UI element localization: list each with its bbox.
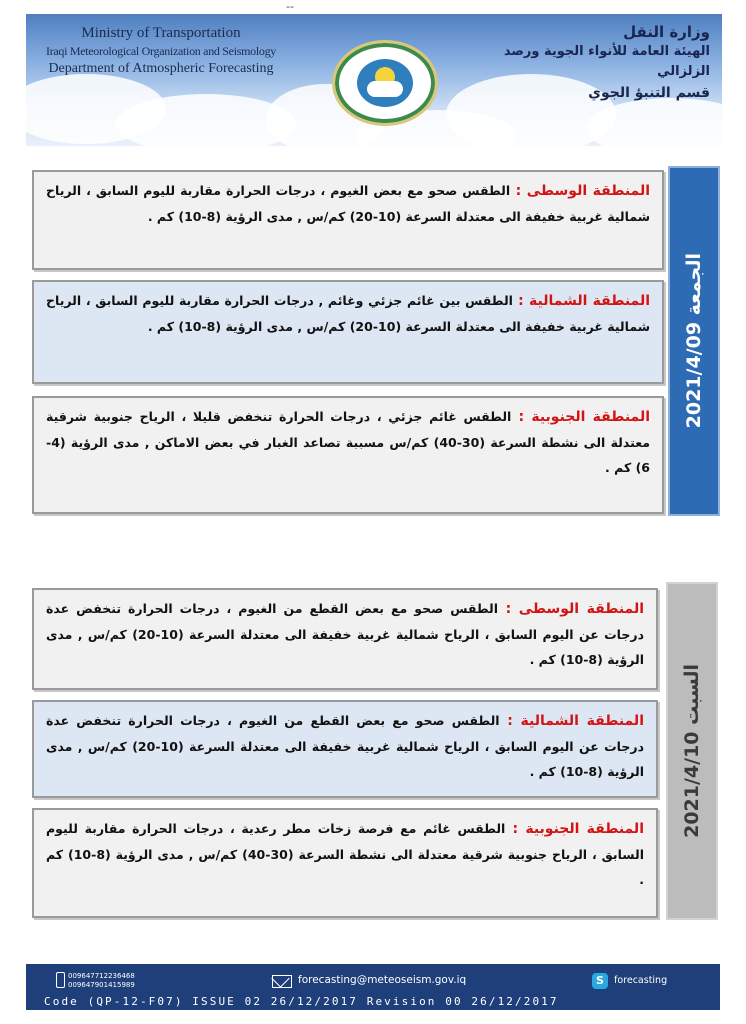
ministry-name-en: Ministry of Transportation <box>81 25 241 41</box>
region-forecast-text: الطقس صحو مع بعض القطع من الغيوم ، درجات الحرارة تنخفض عدة درجات عن اليوم السابق ، الرياح شمالية غربية خفيفة الى معتدلة السرعة (10-20) كم/س , مدى الرؤية (8-10) كم . <box>46 601 644 667</box>
date-label: السبت 2021/4/10 <box>681 664 703 838</box>
header-banner <box>26 14 722 146</box>
skype-icon: S <box>592 973 608 989</box>
logo-emblem <box>357 59 413 107</box>
footer-bar <box>26 964 720 1010</box>
region-forecast-text: الطقس صحو مع بعض الغيوم ، درجات الحرارة مقاربة لليوم السابق ، الرياح شمالية غربية خفيفة الى معتدلة السرعة (10-20) كم/س , مدى الرؤية (8-10) كم . <box>46 183 650 224</box>
region-central-day-2 <box>32 588 658 690</box>
region-name: المنطقة الشمالية : <box>499 713 644 729</box>
header-arabic <box>480 22 710 104</box>
region-central-day-1 <box>32 170 664 270</box>
region-forecast-text: الطقس بين غائم جزئي وغائم , درجات الحرارة مقاربة لليوم السابق ، الرياح شمالية غربية خفيفة الى معتدلة السرعة (10-20) كم/س , مدى الرؤية (8-10) كم . <box>46 293 650 334</box>
region-name: المنطقة الشمالية : <box>512 293 650 309</box>
document-code: Code (QP-12-F07) ISSUE 02 26/12/2017 Revision 00 26/12/2017 <box>44 995 559 1008</box>
date-label: الجمعة 2021/4/09 <box>683 253 705 429</box>
region-north-day-2 <box>32 700 658 798</box>
department-name-ar: قسم التنبؤ الجوي <box>588 85 710 101</box>
top-mark: -- <box>286 0 294 13</box>
footer-email[interactable]: forecasting@meteoseism.gov.iq <box>298 974 467 986</box>
mail-icon <box>272 975 292 988</box>
department-name-en: Department of Atmospheric Forecasting <box>48 61 274 76</box>
region-forecast-text: الطقس غائم جزئي ، درجات الحرارة تنخفض قليلا ، الرياح جنوبية شرقية معتدلة الى نشطة السرعة (30-40) كم/س مسببة تصاعد الغبار في بعض الاماكن , مدى الرؤية (4-6) كم . <box>46 409 650 475</box>
region-north-day-1 <box>32 280 664 384</box>
region-name: المنطقة الجنوبية : <box>511 409 650 425</box>
region-south-day-2 <box>32 808 658 918</box>
organization-name-ar: الهيئة العامة للأنواء الجوية ورصد الزلزالي <box>503 44 710 79</box>
region-name: المنطقة الوسطى : <box>498 601 645 617</box>
region-forecast-text: الطقس صحو مع بعض القطع من الغيوم ، درجات الحرارة تنخفض عدة درجات عن اليوم السابق ، الرياح شمالية غربية خفيفة الى معتدلة السرعة (10-20) كم/س , مدى الرؤية (8-10) كم . <box>46 713 644 779</box>
region-name: المنطقة الوسطى : <box>510 183 650 199</box>
date-bar-day-1 <box>668 166 720 516</box>
region-south-day-1 <box>32 396 664 514</box>
ministry-name-ar: وزارة النقل <box>623 23 710 41</box>
date-bar-day-2 <box>666 582 718 920</box>
footer-phones <box>68 972 135 990</box>
phone-icon <box>56 972 65 988</box>
phone-number-2: 009647901415989 <box>68 981 135 989</box>
footer-skype[interactable]: forecasting <box>614 975 668 986</box>
region-name: المنطقة الجنوبية : <box>505 821 644 837</box>
region-forecast-text: الطقس غائم مع فرصة زخات مطر رعدية ، درجات الحرارة مقاربة لليوم السابق ، الرياح جنوبية شرقية معتدلة الى نشطة السرعة (30-40) كم/س , مدى الرؤية (8-10) كم . <box>46 821 645 887</box>
organization-name-en: Iraqi Meteorological Organization and Seismology <box>46 44 276 58</box>
phone-number-1: 009647712236468 <box>68 972 135 980</box>
organization-logo-icon <box>332 40 438 126</box>
header-english <box>36 24 286 78</box>
